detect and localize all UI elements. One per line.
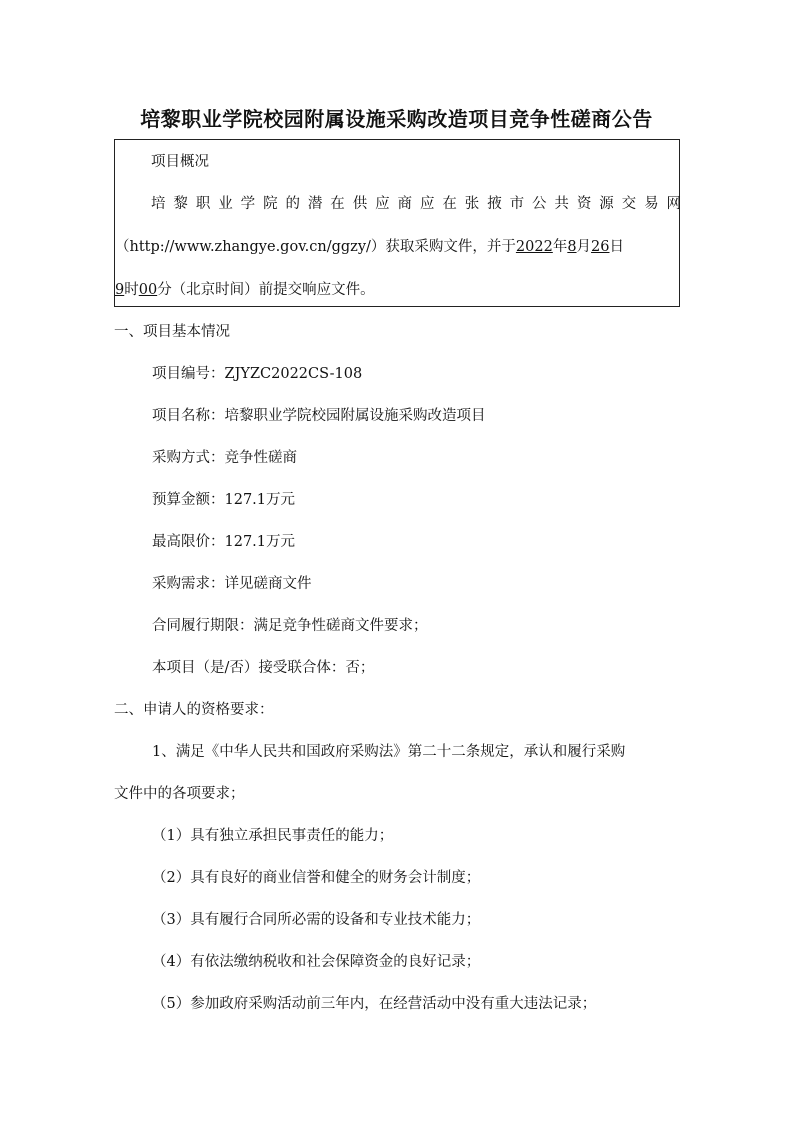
deadline-year: 2022 <box>515 239 553 255</box>
month-unit: 月 <box>576 239 592 255</box>
deadline-minute: 00 <box>138 282 158 298</box>
project-number: 项目编号：ZJYZC2022CS-108 <box>152 366 363 382</box>
qualification-item-1-line-1: 1、满足《中华人民共和国政府采购法》第二十二条规定，承认和履行采购 <box>152 744 626 760</box>
hour-unit: 时 <box>124 282 139 298</box>
section-2-heading: 二、申请人的资格要求： <box>114 702 274 718</box>
procurement-method: 采购方式：竞争性磋商 <box>152 450 297 466</box>
section-1-heading: 一、项目基本情况 <box>114 324 230 340</box>
overview-line-1: 培黎职业学院的潜在供应商应在张掖市公共资源交易网 <box>151 196 681 212</box>
project-name: 项目名称：培黎职业学院校园附属设施采购改造项目 <box>152 408 486 424</box>
qualification-subitem: （4）有依法缴纳税收和社会保障资金的良好记录； <box>152 954 481 970</box>
qualification-subitem: （5）参加政府采购活动前三年内，在经营活动中没有重大违法记录； <box>152 996 597 1012</box>
consortium-acceptance: 本项目（是/否）接受联合体：否； <box>152 660 375 676</box>
procurement-requirement: 采购需求：详见磋商文件 <box>152 576 312 592</box>
qualification-subitem: （1）具有独立承担民事责任的能力； <box>152 828 394 844</box>
day-unit: 日 <box>609 239 624 255</box>
max-price: 最高限价：127.1万元 <box>152 534 296 550</box>
contract-period: 合同履行期限：满足竞争性磋商文件要求； <box>152 618 428 634</box>
overview-heading: 项目概况 <box>151 154 209 170</box>
overview-line-3 <box>115 278 375 299</box>
qualification-subitem: （3）具有履行合同所必需的设备和专业技术能力； <box>152 912 481 928</box>
deadline-hour: 9 <box>115 282 125 298</box>
deadline-day: 26 <box>591 239 610 255</box>
overview-line-2 <box>115 235 624 256</box>
qualification-subitem: （2）具有良好的商业信誉和健全的财务会计制度； <box>152 870 481 886</box>
year-unit: 年 <box>552 239 568 255</box>
overview-line-3-suffix: 分（北京时间）前提交响应文件。 <box>157 282 375 298</box>
document-title: 培黎职业学院校园附属设施采购改造项目竞争性磋商公告 <box>140 107 653 131</box>
overview-url-text: （http://www.zhangye.gov.cn/ggzy/）获取采购文件，并于 <box>115 239 516 255</box>
project-overview-box <box>114 139 680 307</box>
budget-amount: 预算金额：127.1万元 <box>152 492 296 508</box>
qualification-item-1-line-2: 文件中的各项要求； <box>114 786 245 802</box>
deadline-month: 8 <box>567 239 577 255</box>
